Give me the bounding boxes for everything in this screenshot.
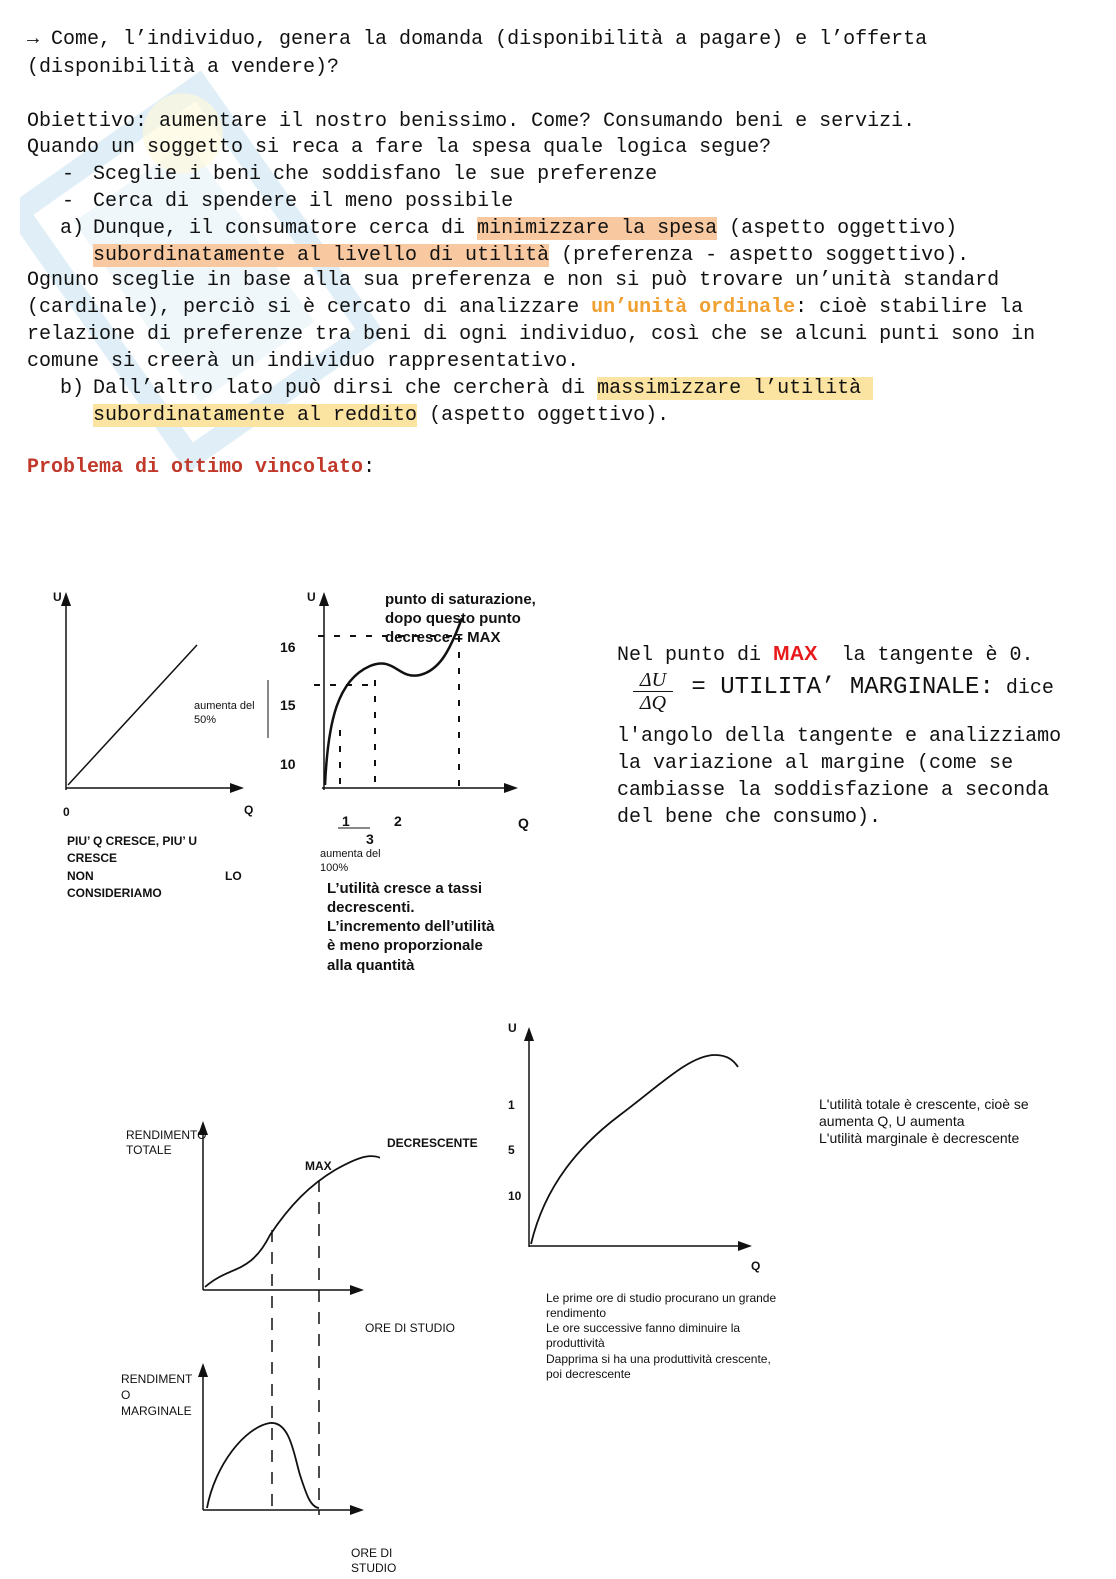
graph2-x-label: Q — [518, 815, 529, 831]
fraction-denominator: ΔQ — [633, 691, 673, 714]
graph2-caption-5: alla quantità — [327, 957, 415, 974]
utility-curve — [531, 1055, 738, 1244]
list-marker-b: b) — [60, 377, 85, 400]
y-axis-arrow — [319, 592, 329, 606]
fraction-numerator: ΔU — [639, 669, 667, 691]
y-axis-arrow — [524, 1027, 534, 1041]
graph1-caption-3b: LO — [225, 869, 242, 883]
paragraph-line-3: relazione di preferenze tra beni di ogni individuo, così che se alcuni punti sono in — [27, 323, 1036, 346]
graph1-origin: 0 — [63, 805, 70, 819]
marginal-return-curve — [207, 1423, 319, 1508]
graph2-caption-1: L’utilità cresce a tassi — [327, 880, 483, 897]
graph2-caption-3: L’incremento dell’utilità — [327, 918, 495, 935]
saturation-note-1: punto di saturazione, — [385, 591, 536, 608]
fraction-delta-u-over-delta-q — [633, 669, 673, 714]
graph2-y-label: U — [307, 590, 316, 604]
graph4-note-6: poi decrescente — [546, 1367, 631, 1381]
label-max: MAX — [305, 1159, 332, 1173]
rendimento-graph — [190, 1115, 380, 1525]
paragraph-line-2: (cardinale), perciò si è cercato di analizzare un’unità ordinale: cioè stabilire la — [27, 296, 1024, 319]
right-text-line-5: cambiasse la soddisfazione a seconda — [617, 779, 1050, 802]
paragraph-line-1: Ognuno sceglie in base alla sua preferenza e non si può trovare un’unità standard — [27, 269, 1000, 292]
x-axis-arrow — [504, 783, 518, 793]
graph2-tick-15: 15 — [280, 697, 296, 713]
graph1-caption-3a: NON — [67, 869, 94, 883]
graph4-tick-5: 5 — [508, 1143, 515, 1157]
label-ore-di-studio-2a: ORE DI — [351, 1546, 393, 1560]
highlight-unita-ordinale: un’unità ordinale — [591, 296, 796, 319]
text-line-2: (disponibilità a vendere)? — [27, 56, 340, 79]
max-label: MAX — [773, 643, 818, 665]
graph4-note-1: Le prime ore di studio procurano un grande — [546, 1291, 777, 1305]
marginal-utility-label: = UTILITA’ MARGINALE: dice — [677, 674, 1054, 701]
total-return-curve — [205, 1156, 380, 1287]
right-text-line-4: la variazione al margine (come se — [617, 752, 1014, 775]
label-rendimento-marginale-3: MARGINALE — [121, 1404, 192, 1418]
saturation-note-2: dopo questo punto — [385, 610, 521, 627]
bullet-dash: - — [62, 163, 75, 186]
utility-line — [68, 645, 197, 785]
graph2-tick-10: 10 — [280, 756, 296, 772]
paragraph-line-4: comune si creerà un individuo rappresentativo. — [27, 350, 580, 373]
side-note-2: aumenta Q, U aumenta — [819, 1113, 965, 1129]
graph2-tick-x2: 2 — [394, 813, 402, 829]
label-rendimento-marginale-1: RENDIMENT — [121, 1372, 193, 1386]
highlight-minimizzare: minimizzare la spesa — [477, 217, 718, 240]
marg-x-axis-arrow — [350, 1505, 364, 1515]
max-tangent-line: Nel punto di MAX la tangente è 0. — [617, 643, 1034, 667]
label-rendimento-totale-1: RENDIMENTO — [126, 1128, 207, 1142]
list-marker-a: a) — [60, 217, 85, 240]
graph4-x-label: Q — [751, 1259, 761, 1273]
highlight-massimizzare: massimizzare l’utilità — [597, 377, 874, 400]
text-line-3: Obiettivo: aumentare il nostro benissimo. Come? Consumando beni e servizi. — [27, 110, 916, 133]
label-ore-di-studio-2b: STUDIO — [351, 1561, 397, 1575]
graph4-note-2: rendimento — [546, 1306, 607, 1320]
total-x-axis-arrow — [350, 1285, 364, 1295]
graph1-y-label: U — [53, 590, 62, 604]
marg-y-axis-arrow — [198, 1363, 208, 1377]
graph1-x-label: Q — [244, 803, 254, 817]
graph4-note-3: Le ore successive fanno diminuire la — [546, 1321, 741, 1335]
text-line-1: → Come, l’individuo, genera la domanda (disponibilità a pagare) e l’offerta — [27, 28, 928, 51]
label-rendimento-totale-2: TOTALE — [126, 1143, 172, 1157]
graph1-caption-2: CRESCE — [67, 851, 118, 865]
graph4-tick-10: 10 — [508, 1189, 522, 1203]
bullet-item-1: Sceglie i beni che soddisfano le sue preferenze — [93, 163, 658, 186]
side-note-3: L'utilità marginale è decrescente — [819, 1130, 1020, 1146]
bullet-dash: - — [62, 190, 75, 213]
label-ore-di-studio: ORE DI STUDIO — [365, 1321, 456, 1335]
graph4-note-5: Dapprima si ha una produttività crescente, — [546, 1352, 771, 1366]
label-rendimento-marginale-2: O — [121, 1388, 131, 1402]
graph2-caption-2: decrescenti. — [327, 899, 415, 916]
right-text-line-6: del bene che consumo). — [617, 806, 882, 829]
highlight-subordinatamente: subordinatamente al livello di utilità — [93, 244, 550, 267]
graph2-bottom-note: aumenta del 100% — [320, 848, 381, 874]
list-item-a-line-2: subordinatamente al livello di utilità (preferenza - aspetto soggettivo). — [93, 244, 970, 267]
y-axis-arrow — [61, 592, 71, 606]
graph2-tick-x3: 3 — [366, 831, 374, 847]
graph2-tick-x1: 1 — [342, 813, 350, 829]
list-item-b-line-1: Dall’altro lato può dirsi che cercherà di massimizzare l’utilità — [93, 377, 874, 400]
list-item-b-line-2: subordinatamente al reddito (aspetto oggettivo). — [93, 404, 670, 427]
graph1-caption-1: PIU’ Q CRESCE, PIU’ U — [67, 834, 198, 848]
right-text-line-3: l'angolo della tangente e analizziamo — [617, 725, 1062, 748]
bullet-item-2: Cerca di spendere il meno possibile — [93, 190, 514, 213]
x-axis-arrow — [230, 783, 244, 793]
graph2-caption-4: è meno proporzionale — [327, 937, 483, 954]
concave-utility-graph — [500, 1015, 770, 1265]
graph4-note-4: produttività — [546, 1336, 605, 1350]
graph2-tick-16: 16 — [280, 639, 296, 655]
graph1-side-note: aumenta del 50% — [194, 700, 255, 726]
graph4-y-label: U — [508, 1021, 517, 1035]
text-line-4: Quando un soggetto si reca a fare la spesa quale logica segue? — [27, 136, 772, 159]
label-decrescente: DECRESCENTE — [387, 1136, 478, 1150]
highlight-reddito: subordinatamente al reddito — [93, 404, 418, 427]
graph4-tick-1: 1 — [508, 1098, 515, 1112]
saturation-note-3: decresce = MAX — [385, 629, 501, 646]
list-item-a-line-1: Dunque, il consumatore cerca di minimizzare la spesa (aspetto oggettivo) — [93, 217, 958, 240]
x-axis-arrow — [738, 1241, 752, 1251]
section-heading: Problema di ottimo vincolato: — [27, 456, 376, 479]
graph1-caption-4: CONSIDERIAMO — [67, 886, 162, 900]
side-note-1: L'utilità totale è crescente, cioè se — [819, 1096, 1029, 1112]
